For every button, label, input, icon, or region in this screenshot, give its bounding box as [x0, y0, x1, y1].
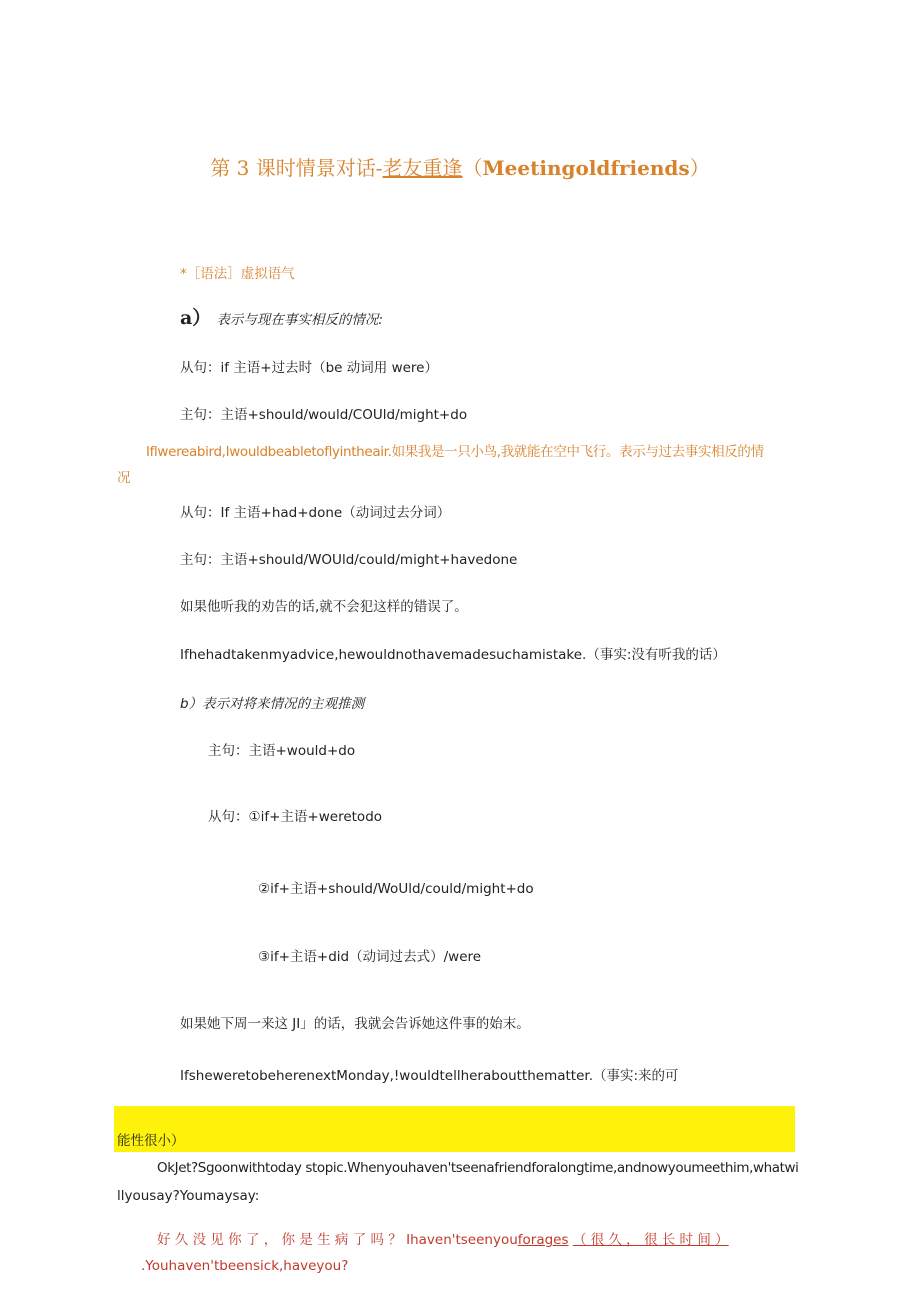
example-2-chinese: 如果他听我的劝告的话,就不会犯这样的错误了。: [180, 599, 468, 615]
clause-1: 从句：if 主语+过去时（be 动词用 were）: [180, 360, 438, 376]
example-3-chinese: 如果她下周一来这 JI」的话，我就会告诉她这件事的始末。: [180, 1016, 530, 1032]
example-1: Iflwereabird,Iwouldbeabletoflyintheair.如果我是一只小鸟,我就能在空中飞行。表示与过去事实相反的情: [146, 444, 764, 460]
title-close-paren: ）: [689, 156, 710, 180]
example-2-english: Ifhehadtakenmyadvice,hewouldnothavemadesuchamistake.（事实:没有听我的话）: [180, 647, 726, 663]
example-3-english: IfsheweretobeherenextMonday,!wouldtellheraboutthematter.（事实:来的可: [180, 1068, 679, 1084]
section-a-marker: a）: [180, 307, 212, 329]
section-b-heading: b）表示对将来情况的主观推测: [180, 696, 365, 712]
grammar-heading: *［语法］虚拟语气: [180, 266, 295, 282]
title-underlined: 老友重逢: [382, 156, 463, 180]
example-1-continued: 况: [117, 470, 131, 486]
dialog-english-underlined: forages: [517, 1232, 569, 1248]
clause-2: 从句：If 主语+had+done（动词过去分词）: [180, 505, 451, 521]
clause-3a: 从句：①if+主语+weretodo: [208, 809, 383, 825]
dialog-line-2: .Youhaven'tbeensick,haveyou?: [141, 1258, 349, 1274]
dialog-line-1: [157, 1228, 729, 1248]
section-a-text: 表示与现在事实相反的情况:: [216, 312, 383, 328]
main-clause-1: 主句：主语+should/would/COUld/might+do: [180, 407, 468, 423]
topic-line-1: OkJet?Sgoonwithtoday stopic.Whenyouhaven'tseenafriendforalongtime,andnowyoumeethim,whatwi: [157, 1160, 799, 1176]
example-3-continued: 能性很小）: [117, 1133, 185, 1149]
dialog-chinese: 好 久 没 见 你 了 ， 你 是 生 病 了 吗 ？: [157, 1232, 402, 1248]
section-a-heading: [180, 303, 383, 330]
title-prefix: 第 3 课时情景对话-: [210, 156, 383, 180]
dialog-english-a: Ihaven'tseenyou: [406, 1232, 518, 1248]
highlight-band: [114, 1106, 795, 1152]
clause-3c: ③if+主语+did（动词过去式）/were: [258, 949, 482, 965]
topic-line-2: llyousay?Youmaysay:: [117, 1188, 260, 1204]
main-clause-3: 主句：主语+would+do: [208, 743, 356, 759]
title-english: Meetingoldfriends: [482, 156, 690, 180]
main-clause-2: 主句：主语+should/WOUld/could/might+havedone: [180, 552, 518, 568]
dialog-gloss: （ 很 久 ， 很 长 时 间 ）: [572, 1232, 729, 1248]
page-title: [0, 152, 920, 181]
title-open-paren: （: [462, 156, 483, 180]
clause-3b: ②if+主语+should/WoUld/could/might+do: [258, 881, 534, 897]
